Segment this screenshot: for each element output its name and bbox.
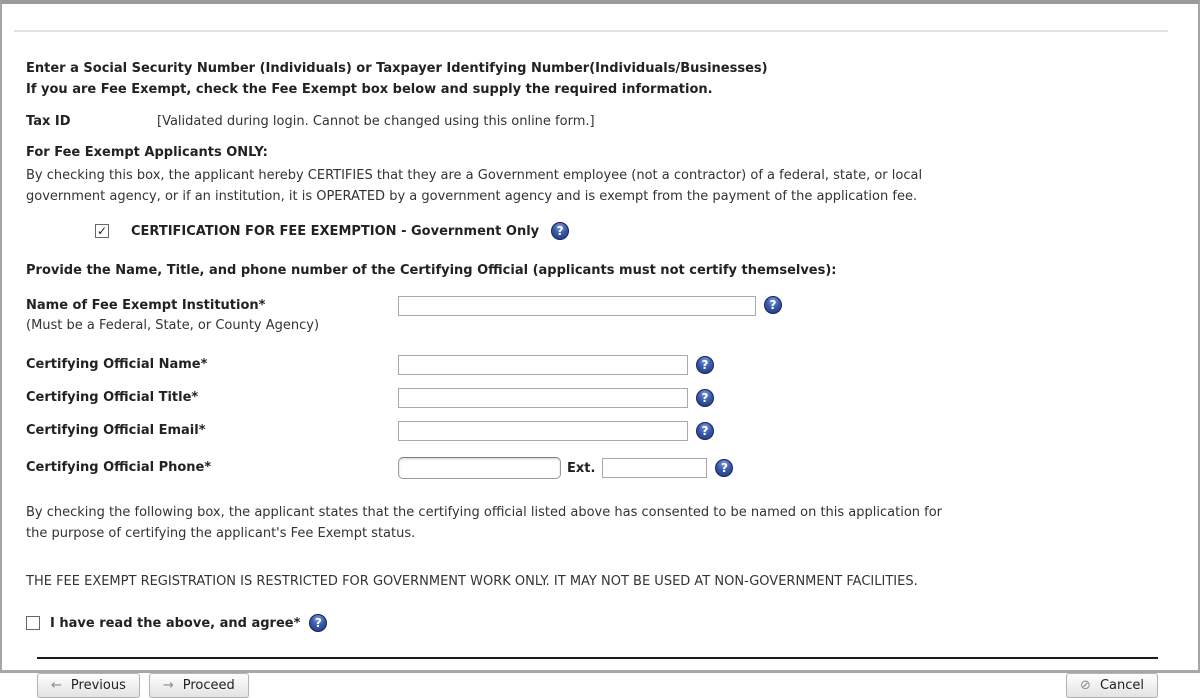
official-phone-input[interactable] — [398, 457, 561, 479]
official-title-label: Certifying Official Title* — [26, 390, 199, 405]
institution-label-sub: (Must be a Federal, State, or County Agency) — [26, 318, 320, 333]
official-email-label: Certifying Official Email* — [26, 423, 206, 438]
institution-input[interactable] — [398, 296, 756, 316]
institution-field-row — [26, 296, 1174, 336]
official-name-help-icon[interactable]: ? — [696, 356, 714, 374]
consent-paragraph: By checking the following box, the applicant states that the certifying official listed above has consented to be named on this application for the purpose of certifying the applicant's Fee Exempt status. — [26, 505, 943, 541]
institution-label-main: Name of Fee Exempt Institution* — [26, 298, 266, 313]
official-email-field-row — [26, 421, 1174, 441]
previous-button[interactable] — [37, 673, 140, 698]
phone-ext-input[interactable] — [602, 458, 707, 478]
tax-id-note: [Validated during login. Cannot be changed using this online form.] — [157, 114, 595, 129]
top-divider — [14, 30, 1168, 32]
official-email-help-icon[interactable]: ? — [696, 422, 714, 440]
phone-ext-label: Ext. — [567, 460, 596, 476]
right-arrow-icon: → — [162, 678, 174, 693]
restriction-paragraph: THE FEE EXEMPT REGISTRATION IS RESTRICTED FOR GOVERNMENT WORK ONLY. IT MAY NOT BE USED AT NON-GOVERNMENT FACILITIES. — [26, 574, 918, 589]
footer-actions — [37, 673, 1158, 698]
institution-label — [26, 296, 398, 336]
official-email-input[interactable] — [398, 421, 688, 441]
official-title-help-icon[interactable]: ? — [696, 389, 714, 407]
certification-row — [95, 222, 1174, 240]
certification-help-icon[interactable]: ? — [551, 222, 569, 240]
official-phone-field-row — [26, 457, 1174, 479]
official-name-field-row — [26, 355, 1174, 375]
official-title-input[interactable] — [398, 388, 688, 408]
tax-id-label: Tax ID — [26, 114, 71, 129]
cancel-button-label: Cancel — [1099, 678, 1144, 693]
intro-line-1: Enter a Social Security Number (Individuals) or Taxpayer Identifying Number(Individuals/Businesses) — [26, 61, 768, 76]
tax-id-row — [26, 114, 1174, 129]
left-arrow-icon: ← — [51, 678, 62, 693]
institution-help-icon[interactable]: ? — [764, 296, 782, 314]
proceed-button-label: Proceed — [182, 678, 235, 693]
official-title-field-row — [26, 388, 1174, 408]
fee-exempt-body: By checking this box, the applicant hereby CERTIFIES that they are a Government employee (not a contractor) of a federal, state, or local government agency, or if an institution, it is OPERATED by a government agency and is exempt from the payment of the application fee. — [26, 168, 923, 204]
certification-checkbox[interactable]: ✓ — [96, 224, 108, 238]
official-name-label: Certifying Official Name* — [26, 357, 208, 372]
cancel-icon: ⊘ — [1080, 678, 1091, 693]
official-name-input[interactable] — [398, 355, 688, 375]
intro-line-2: If you are Fee Exempt, check the Fee Exempt box below and supply the required information. — [26, 82, 713, 97]
provide-heading: Provide the Name, Title, and phone number of the Certifying Official (applicants must not certify themselves): — [26, 263, 837, 278]
fee-exempt-heading: For Fee Exempt Applicants ONLY: — [26, 145, 268, 160]
official-phone-label: Certifying Official Phone* — [26, 460, 212, 475]
footer-divider — [37, 657, 1158, 659]
footer-left-buttons — [37, 673, 249, 698]
intro-text — [26, 58, 1174, 100]
agree-label: I have read the above, and agree* — [50, 615, 301, 631]
agree-row — [26, 614, 1174, 632]
proceed-button[interactable] — [149, 673, 249, 698]
previous-button-label: Previous — [70, 678, 126, 693]
agree-checkbox[interactable] — [26, 616, 40, 630]
phone-help-icon[interactable]: ? — [715, 459, 733, 477]
certification-label: CERTIFICATION FOR FEE EXEMPTION - Government Only — [131, 223, 540, 239]
agree-help-icon[interactable]: ? — [309, 614, 327, 632]
cancel-button[interactable] — [1066, 673, 1158, 698]
